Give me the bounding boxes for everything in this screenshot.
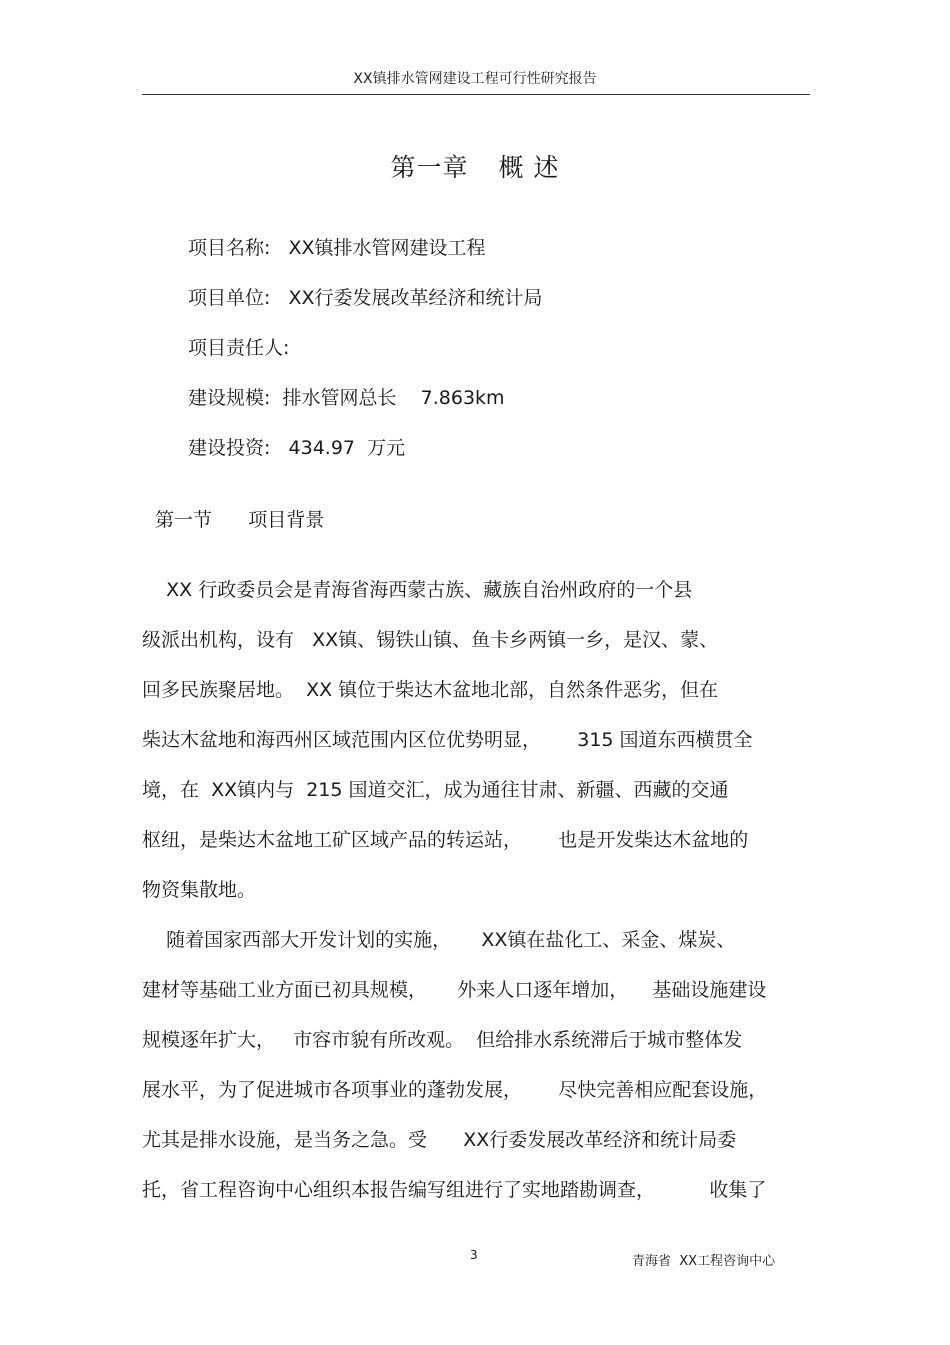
- info-project-investment: 建设投资: 434.97 万元: [188, 437, 406, 459]
- paragraph-line: 境，在 XX镇内与 215 国道交汇，成为通往甘肃、新疆、西藏的交通: [142, 779, 729, 801]
- paragraph-line: XX 行政委员会是青海省海西蒙古族、藏族自治州政府的一个县: [142, 579, 693, 601]
- paragraph-line: 柴达木盆地和海西州区域范围内区位优势明显， 315 国道东西横贯全: [142, 729, 753, 751]
- footer-organization: 青海省 XX工程咨询中心: [632, 1254, 776, 1269]
- info-project-scale: 建设规模: 排水管网总长 7.863km: [188, 387, 505, 409]
- paragraph-line: 物资集散地。: [142, 879, 257, 901]
- section-title: 第一节 项目背景: [155, 509, 325, 531]
- info-project-name: 项目名称: XX镇排水管网建设工程: [188, 237, 486, 259]
- info-project-owner: 项目责任人:: [188, 337, 290, 359]
- chapter-number: 第一章: [390, 153, 469, 182]
- header-divider: [142, 94, 810, 95]
- chapter-title: [0, 148, 950, 184]
- paragraph-line: 规模逐年扩大， 市容市貌有所改观。 但给排水系统滞后于城市整体发: [142, 1029, 743, 1051]
- running-header: XX镇排水管网建设工程可行性研究报告: [353, 71, 597, 87]
- paragraph-line: 建材等基础工业方面已初具规模， 外来人口逐年增加， 基础设施建设: [142, 979, 767, 1001]
- paragraph-line: 级派出机构，设有 XX镇、锡铁山镇、鱼卡乡两镇一乡，是汉、蒙、: [142, 629, 719, 651]
- paragraph-line: 枢纽，是柴达木盆地工矿区域产品的转运站， 也是开发柴达木盆地的: [142, 829, 749, 851]
- paragraph-line: 托，省工程咨询中心组织本报告编写组进行了实地踏勘调查， 收集了: [142, 1179, 767, 1201]
- paragraph-line: 展水平，为了促进城市各项事业的蓬勃发展， 尽快完善相应配套设施，: [142, 1079, 768, 1101]
- paragraph-line: 回多民族聚居地。 XX 镇位于柴达木盆地北部，自然条件恶劣，但在: [142, 679, 719, 701]
- paragraph-line: 尤其是排水设施，是当务之急。受 XX行委发展改革经济和统计局委: [142, 1129, 737, 1151]
- chapter-name: 概 述: [498, 153, 560, 182]
- page-number: 3: [470, 1248, 478, 1262]
- paragraph-line: 随着国家西部大开发计划的实施， XX镇在盐化工、采金、煤炭、: [142, 929, 736, 951]
- info-project-unit: 项目单位: XX行委发展改革经济和统计局: [188, 287, 543, 309]
